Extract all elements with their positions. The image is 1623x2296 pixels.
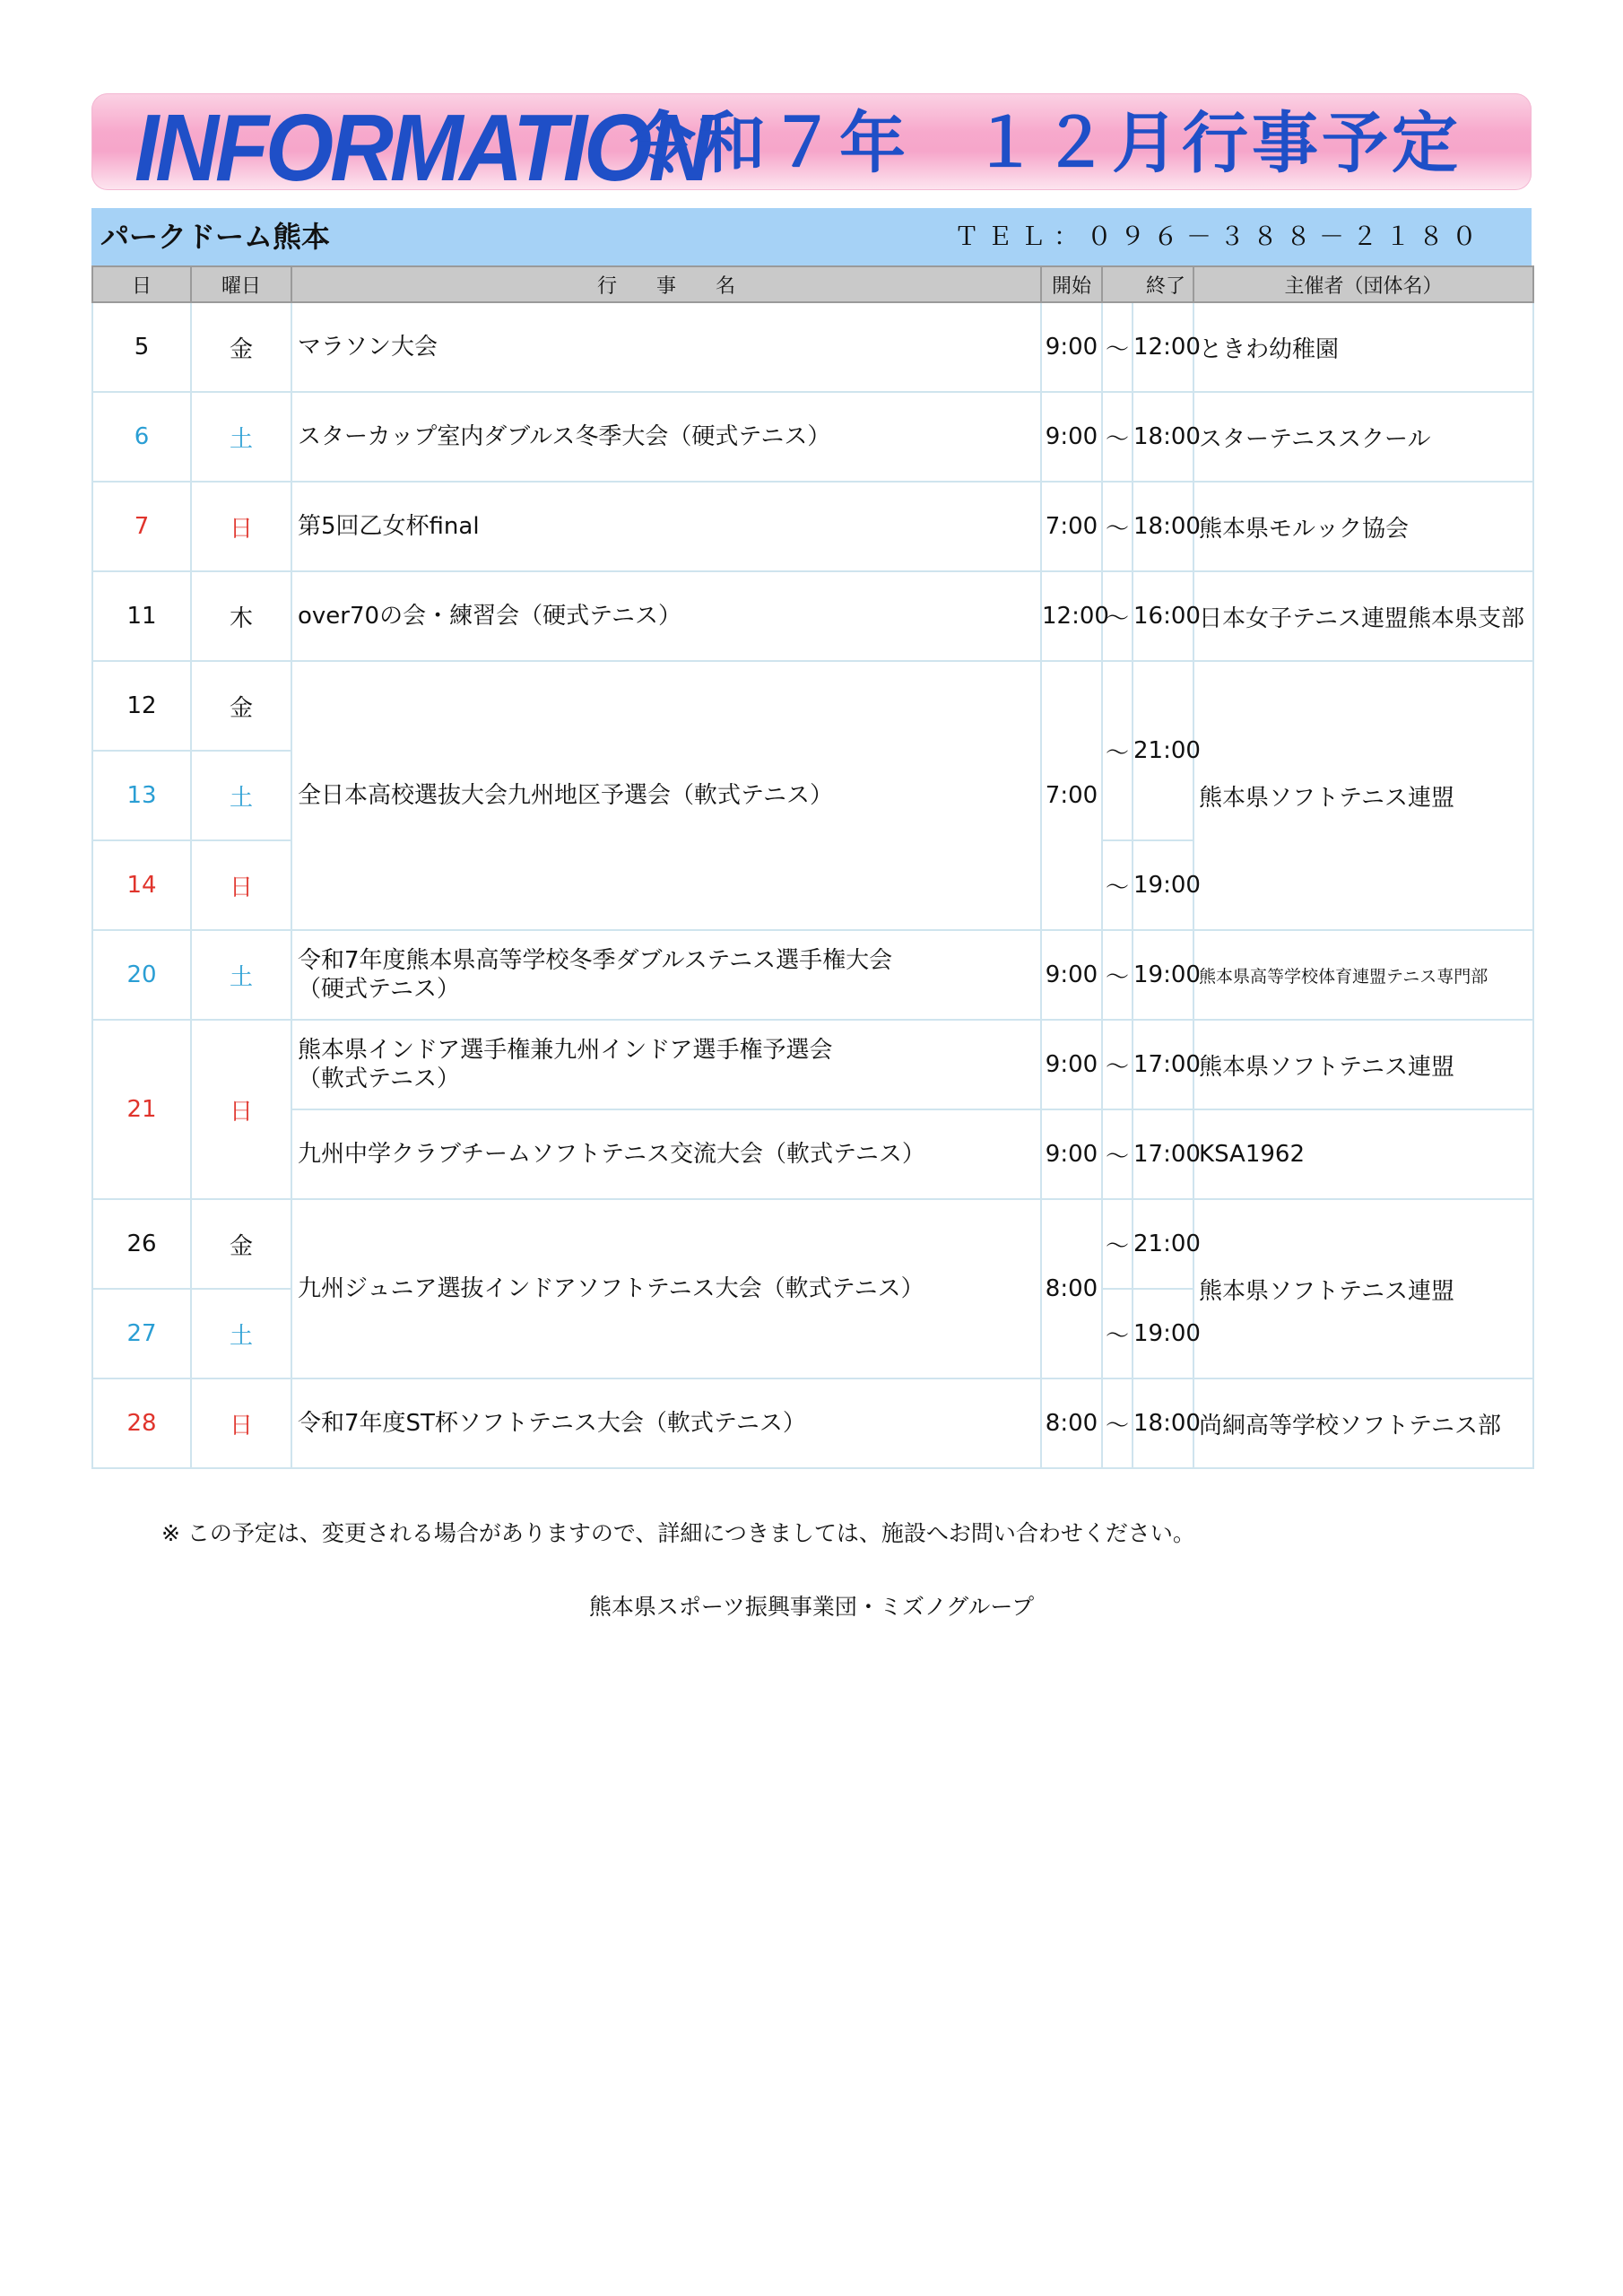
organizer-cell: 熊本県ソフトテニス連盟 (1193, 661, 1533, 930)
information-logo: INFORMATION (135, 93, 709, 201)
table-row (92, 661, 1533, 751)
table-row (92, 1020, 1533, 1109)
start-cell: 8:00 (1041, 1199, 1102, 1378)
day-cell: 5 (92, 302, 191, 392)
day-cell: 11 (92, 571, 191, 661)
organizer-cell: 日本女子テニス連盟熊本県支部 (1193, 571, 1533, 661)
organizer-cell: KSA1962 (1193, 1109, 1533, 1199)
col-day: 日 (92, 266, 191, 302)
table-row (92, 1199, 1533, 1289)
event-cell: over70の会・練習会（硬式テニス） (291, 571, 1041, 661)
end-cell: 12:00 (1133, 302, 1193, 392)
day-cell: 13 (92, 751, 191, 840)
weekday-cell: 土 (191, 930, 291, 1020)
end-cell: 17:00 (1133, 1109, 1193, 1199)
day-cell: 7 (92, 482, 191, 571)
organizer-cell: 熊本県ソフトテニス連盟 (1193, 1199, 1533, 1378)
end-cell: 18:00 (1133, 392, 1193, 482)
event-cell (291, 930, 1041, 1020)
tilde-cell: ～ (1102, 1378, 1133, 1468)
event-cell: スターカップ室内ダブルス冬季大会（硬式テニス） (291, 392, 1041, 482)
end-cell: 21:00 (1133, 661, 1193, 840)
event-cell: 九州中学クラブチームソフトテニス交流大会（軟式テニス） (291, 1109, 1041, 1199)
venue-bar (91, 208, 1532, 265)
event-cell: 全日本高校選抜大会九州地区予選会（軟式テニス） (291, 661, 1041, 930)
weekday-cell: 日 (191, 840, 291, 930)
tilde-cell: ～ (1102, 1109, 1133, 1199)
day-cell: 28 (92, 1378, 191, 1468)
end-cell: 18:00 (1133, 1378, 1193, 1468)
start-cell: 9:00 (1041, 392, 1102, 482)
schedule-table (91, 265, 1534, 1469)
day-cell: 26 (92, 1199, 191, 1289)
organizer-cell: 熊本県高等学校体育連盟テニス専門部 (1193, 930, 1533, 1020)
end-cell: 17:00 (1133, 1020, 1193, 1109)
venue-tel: ＴＥＬ：０９６－３８８－２１８０ (953, 222, 1485, 251)
event-line-1: 熊本県インドア選手権兼九州インドア選手権予選会 (298, 1037, 833, 1064)
day-cell: 14 (92, 840, 191, 930)
event-cell: 令和7年度ST杯ソフトテニス大会（軟式テニス） (291, 1378, 1041, 1468)
end-cell: 21:00 (1133, 1199, 1193, 1289)
weekday-cell: 日 (191, 482, 291, 571)
start-cell: 7:00 (1041, 482, 1102, 571)
weekday-cell: 金 (191, 661, 291, 751)
start-cell: 12:00 (1041, 571, 1102, 661)
footer-credit: 熊本県スポーツ振興事業団・ミズノグループ (588, 1594, 1035, 1620)
tilde-cell: ～ (1102, 1199, 1133, 1289)
day-cell: 21 (92, 1020, 191, 1199)
tilde-cell: ～ (1102, 1289, 1133, 1378)
venue-name: パークドーム熊本 (100, 220, 331, 254)
end-cell: 19:00 (1133, 1289, 1193, 1378)
page-title (629, 93, 1462, 190)
table-row (92, 571, 1533, 661)
event-cell (291, 1020, 1041, 1109)
start-cell: 9:00 (1041, 930, 1102, 1020)
weekday-cell: 木 (191, 571, 291, 661)
start-cell: 8:00 (1041, 1378, 1102, 1468)
table-row (92, 392, 1533, 482)
tilde-cell: ～ (1102, 840, 1133, 930)
col-weekday: 曜日 (191, 266, 291, 302)
table-row (92, 1109, 1533, 1199)
event-cell: 第5回乙女杯final (291, 482, 1041, 571)
weekday-cell: 金 (191, 302, 291, 392)
event-line-2: （硬式テニス） (298, 976, 460, 1003)
table-row (92, 482, 1533, 571)
weekday-cell: 土 (191, 1289, 291, 1378)
weekday-cell: 土 (191, 751, 291, 840)
col-end: 終了 (1102, 266, 1193, 302)
era-year: 令和７年 (629, 105, 909, 182)
day-cell: 20 (92, 930, 191, 1020)
table-row (92, 302, 1533, 392)
col-start: 開始 (1041, 266, 1102, 302)
start-cell: 7:00 (1041, 661, 1102, 930)
tilde-cell: ～ (1102, 661, 1133, 840)
start-cell: 9:00 (1041, 1109, 1102, 1199)
table-header-row (92, 266, 1533, 302)
tilde-cell: ～ (1102, 571, 1133, 661)
organizer-cell: ときわ幼稚園 (1193, 302, 1533, 392)
end-cell: 18:00 (1133, 482, 1193, 571)
start-cell: 9:00 (1041, 302, 1102, 392)
header-banner (91, 93, 1532, 201)
table-row (92, 930, 1533, 1020)
end-cell: 19:00 (1133, 840, 1193, 930)
tilde-cell: ～ (1102, 930, 1133, 1020)
event-cell: マラソン大会 (291, 302, 1041, 392)
day-cell: 12 (92, 661, 191, 751)
schedule-note: ※ この予定は、変更される場合がありますので、詳細につきましては、施設へお問い合わせください。 (161, 1520, 1195, 1546)
tilde-cell: ～ (1102, 302, 1133, 392)
table-row (92, 1378, 1533, 1468)
tilde-cell: ～ (1102, 392, 1133, 482)
event-line-2: （軟式テニス） (298, 1065, 460, 1092)
event-cell: 九州ジュニア選抜インドアソフトテニス大会（軟式テニス） (291, 1199, 1041, 1378)
day-cell: 27 (92, 1289, 191, 1378)
event-line-1: 令和7年度熊本県高等学校冬季ダブルステニス選手権大会 (298, 947, 893, 974)
weekday-cell: 日 (191, 1378, 291, 1468)
organizer-cell: 熊本県モルック協会 (1193, 482, 1533, 571)
end-cell: 16:00 (1133, 571, 1193, 661)
col-event: 行 事 名 (291, 266, 1041, 302)
weekday-cell: 日 (191, 1020, 291, 1199)
day-cell: 6 (92, 392, 191, 482)
end-cell: 19:00 (1133, 930, 1193, 1020)
organizer-cell: スターテニススクール (1193, 392, 1533, 482)
weekday-cell: 土 (191, 392, 291, 482)
tilde-cell: ～ (1102, 482, 1133, 571)
weekday-cell: 金 (191, 1199, 291, 1289)
organizer-cell: 尚絅高等学校ソフトテニス部 (1193, 1378, 1533, 1468)
organizer-cell: 熊本県ソフトテニス連盟 (1193, 1020, 1533, 1109)
month-title: １２月行事予定 (972, 105, 1462, 182)
start-cell: 9:00 (1041, 1020, 1102, 1109)
tilde-cell: ～ (1102, 1020, 1133, 1109)
col-organizer: 主催者（団体名） (1193, 266, 1533, 302)
